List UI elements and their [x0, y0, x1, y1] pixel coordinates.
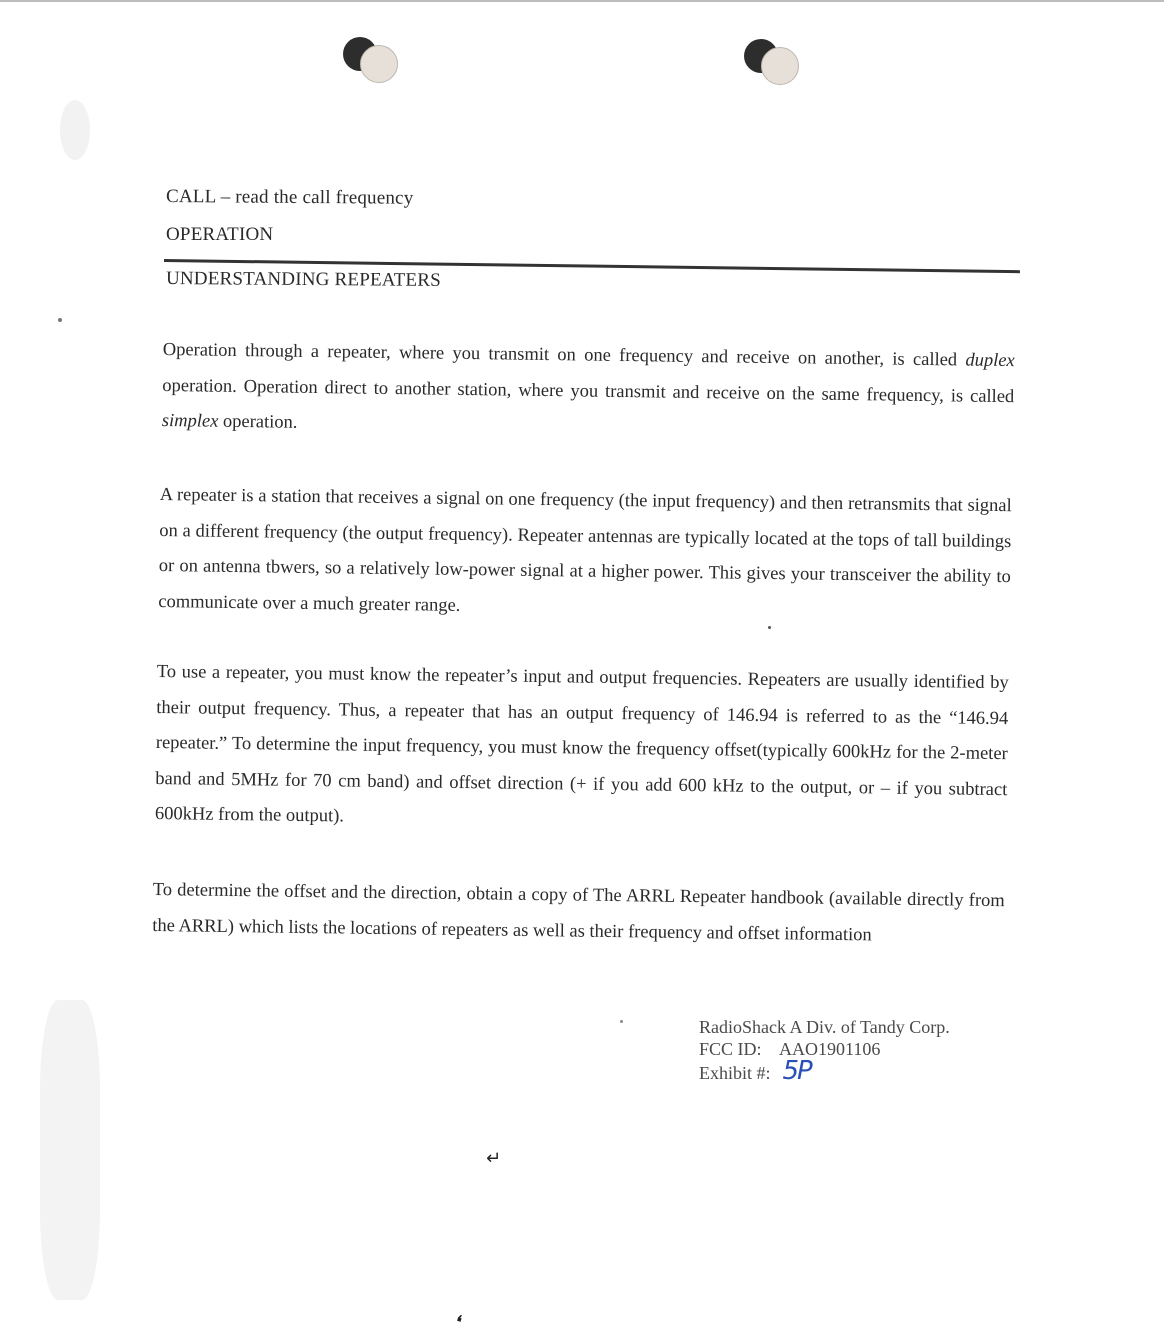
- scan-speck: [620, 1020, 623, 1023]
- scan-speck: [40, 1000, 100, 1300]
- italic-term-duplex: duplex: [965, 350, 1015, 372]
- scan-top-edge: [0, 0, 1164, 2]
- stamp-exhibit-row: [699, 1056, 950, 1086]
- exhibit-handwritten-number: 5P: [782, 1056, 811, 1086]
- fcc-id-label: FCC ID:: [699, 1039, 762, 1059]
- fcc-id-value: AAO1901106: [779, 1039, 881, 1059]
- call-line: CALL – read the call frequency: [165, 186, 414, 209]
- paragraph-repeater-frequencies: To use a repeater, you must know the repeater’s input and output frequencies. Repeaters are usually identified by their output frequency. Thus, a repeater that has an output frequency of 146.94 is referred to as the “146.94 repeater.” To determine the input frequency, you must know the frequency offset(typically 600kHz for the 2-meter band and 5MHz for 70 cm band) and offset direction (+ if you add 600 kHz to the output, or – if you subtract 600kHz from the output).: [154, 661, 1009, 827]
- paragraph-offset-direction: To determine the offset and the direction, obtain a copy of The ARRL Repeater handbook (available directly from the ARRL) which lists the locations of repeaters as well as their frequency and offset information: [152, 879, 1005, 945]
- binder-hole-mark-left: [343, 37, 407, 81]
- binder-hole-mark-right: [744, 39, 808, 83]
- section-title: UNDERSTANDING REPEATERS: [165, 268, 441, 291]
- stamp-company: RadioShack A Div. of Tandy Corp.: [699, 1017, 950, 1037]
- scan-speck: [58, 318, 62, 322]
- paragraph-duplex-simplex: [162, 333, 1015, 451]
- scan-mark: ↵: [486, 1148, 502, 1169]
- scan-mark: ❛: [451, 1309, 466, 1334]
- paragraph-text: operation. Operation direct to another station, where you transmit and receive on the same frequency, is called: [162, 375, 1015, 407]
- operation-heading: OPERATION: [166, 224, 274, 245]
- exhibit-label: Exhibit #:: [699, 1063, 771, 1083]
- stamp-fcc-row: [699, 1038, 950, 1060]
- scan-speck: [60, 100, 90, 160]
- fcc-exhibit-stamp: [699, 1016, 950, 1084]
- paragraph-text: operation.: [218, 411, 298, 433]
- italic-term-simplex: simplex: [161, 410, 219, 432]
- paragraph-text: Operation through a repeater, where you transmit on one frequency and receive on another, is called: [162, 339, 966, 371]
- paragraph-repeater-definition: A repeater is a station that receives a signal on one frequency (the input frequency) and then retransmits that signal on a different frequency (the output frequency). Repeater antennas are typically located at the tops of tall buildings or on antenna tbwers, so a relatively low-power signal at a higher power. This gives your transceiver the ability to communicate over a much greater range.: [158, 484, 1012, 616]
- scan-speck: [768, 626, 771, 629]
